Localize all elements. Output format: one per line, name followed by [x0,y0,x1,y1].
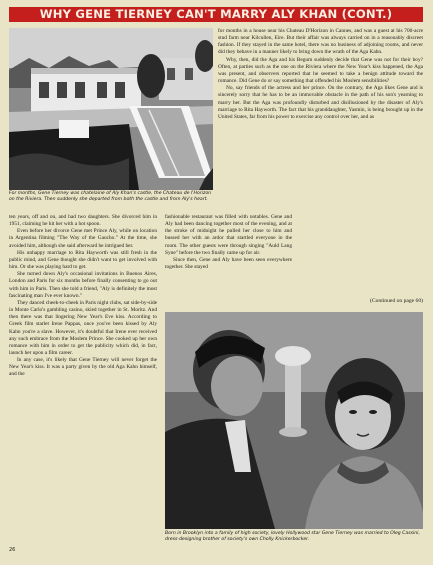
paragraph: Since then, Gene and Aly have been seen everywhere together. She stayed [165,256,292,271]
paragraph: No, say friends of the actress and her prince. On the contrary, the Aga likes Gene and is sincerely sorry that he has to be an immovable obstacle in the path of his son's yearning to marry her. But the Aga was profoundly disturbed and disillusioned by the disaster of Aly's marriage to Rita Hayworth. The fact that his granddaughter, Yasmin, is being brought up in the United States, far from his power to exercise any control over her, and as [218,85,423,120]
paragraph: fashionable restaurant was filled with notables. Gene and Aly had been dancing together most of the evening, and at the stroke of midnight he pulled her close to him and bussed her with an ardor that startled everyone in the room. The other guests were through singing "Auld Lang Syne" before the two finally came up for air. [165,214,292,256]
couple-photo-image [165,312,423,529]
paragraph: Even before her divorce Gene met Prince Aly, while on location in Argentina filming "The Way of the Gaucho." At the time, she avoided him, although she said afterward he intrigued her. [9,228,157,249]
paragraph: She turned down Aly's occasional invitations in Buenos Aires, London and Paris for six months before finally consenting to go out with him in Paris. Then she told a friend, "Aly is definitely the most fascinating man I've ever known." [9,271,157,299]
paragraph: In any case, it's likely that Gene Tierney will never forget the New Year's kiss. It was a party given by the old Aga Kahn himself, and the [9,357,157,378]
chateau-photo-caption: For months, Gene Tierney was chatelaine of Aly Khan's castle, the Chateau de l'Horizon on the Riviera. Then suddenly she departed from both the castle and from Aly's heart. [9,191,212,202]
page-number: 26 [9,547,16,553]
chateau-photo [9,28,213,190]
paragraph: Why, then, did the Aga and his Begum suddenly decide that Gene was not for their boy? Often, at parties such as the one on the Riviera where the New Year's kiss happened, the Aga was present, and observers reported that he seemed to take a benign attitude toward the romance. Did Gene do or say something that offended his Moslem sensibilities? [218,56,423,85]
paragraph: ten years, off and on, and had two daughters. She divorced him in 1951, claiming he hit her with a hot spoon. [9,214,157,228]
couple-photo-caption: Born in Brooklyn into a family of high society, lovely Hollywood star Gene Tierney was married to Oleg Cassini, dress-designing brother of society's own Cholly Knickerbocker. [165,531,420,542]
paragraph: for months in a house near his Chateau D'Horizon in Cannes, and was a guest at his 700-acre stud farm near Kilcullen, Eire. But their affair was always carried on in a reasonably discreet fashion. If they stayed in the same hotel, there was no business of adjoining rooms, and never did they behave in a manner likely to bring down the wrath of the Aga Kahn. [218,28,423,56]
chateau-photo-image [9,28,213,190]
paragraph: They danced cheek-to-cheek in Paris night clubs, sat side-by-side in Monte Carlo's gambling casino, skied together in St. Moritz. And then there was that lingering New Year's Eve kiss. According to Greek film starlet Irene Pappas, once you've been kissed by Aly Kahn you're a slave. However, it's doubtful that Irene ever received any such embrace from the Moslem Prince. She cooked up her own romance with him in order to get the publicity which did, in fact, launch her upon a film career. [9,299,157,356]
article-column-middle [165,214,292,310]
article-title-banner [9,7,423,22]
continued-note: (Continued on page 60) [370,298,423,304]
paragraph: His unhappy marriage to Rita Hayworth was still fresh in the public mind, and Gene thought she didn't want to get involved with him. Or she was playing hard to get. [9,249,157,271]
article-column-left [9,214,157,540]
article-title: WHY GENE TIERNEY CAN'T MARRY ALY KHAN (CONT.) [39,7,393,21]
couple-photo [165,312,423,529]
